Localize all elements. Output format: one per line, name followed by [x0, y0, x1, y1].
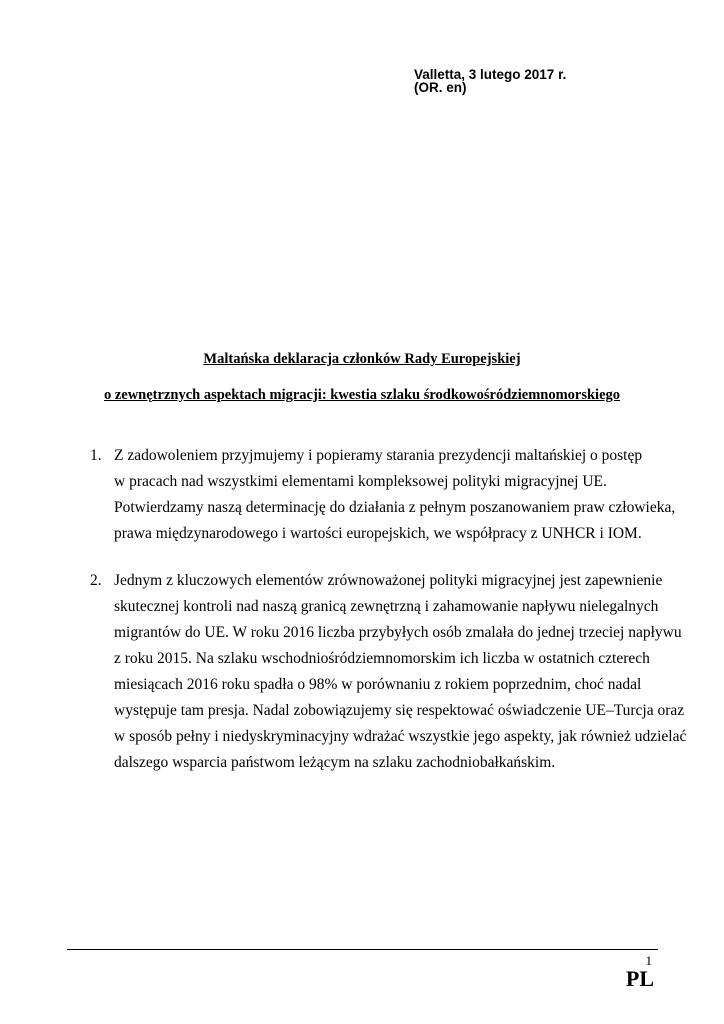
paragraph-number: 2.	[90, 572, 102, 589]
text-line: w pracach nad wszystkimi elementami kompleksowej polityki migracyjnej UE.	[114, 473, 607, 490]
footer-divider	[67, 949, 658, 950]
text-line: Z zadowoleniem przyjmujemy i popieramy starania prezydencji maltańskiej o postęp	[114, 447, 643, 464]
text-line: dalszego wsparcia państwom leżącym na szlaku zachodniobałkańskim.	[114, 754, 556, 771]
original-language: (OR. en)	[414, 80, 467, 95]
paragraph-text	[114, 443, 675, 547]
text-line: w sposób pełny i niedyskryminacyjny wdrażać wszystkie jego aspekty, jak również udzielać	[114, 728, 687, 745]
text-line: Potwierdzamy naszą determinację do działania z pełnym poszanowaniem praw człowieka,	[114, 499, 676, 516]
text-line: miesiącach 2016 roku spadła o 98% w porównaniu z rokiem poprzednim, choć nadal	[114, 676, 642, 693]
text-line: występuje tam presja. Nadal zobowiązujemy się respektować oświadczenie UE–Turcja oraz	[114, 702, 685, 719]
page-number: 1	[645, 953, 652, 968]
text-line: skutecznej kontroli nad naszą granicą zewnętrzną i zahamowanie napływu nielegalnych	[114, 598, 659, 615]
place-date: Valletta, 3 lutego 2017 r.	[414, 67, 567, 82]
paragraph-number: 1.	[90, 447, 102, 464]
title-line-1: Maltańska deklaracja członków Rady Europejskiej	[203, 351, 521, 367]
text-line: Jednym z kluczowych elementów zrównoważonej polityki migracyjnej jest zapewnienie	[114, 572, 663, 589]
document-header	[414, 68, 566, 94]
paragraph-text	[114, 568, 686, 776]
text-line: z roku 2015. Na szlaku wschodniośródziemnomorskim ich liczba w ostatnich czterech	[114, 650, 650, 667]
text-line: migrantów do UE. W roku 2016 liczba przybyłych osób zmalała do jednej trzeciej napływu	[114, 624, 682, 641]
language-code: PL	[625, 966, 654, 991]
text-line: prawa międzynarodowego i wartości europejskich, we współpracy z UNHCR i IOM.	[114, 525, 642, 542]
title-line-2: o zewnętrznych aspektach migracji: kwestia szlaku środkowośródziemnomorskiego	[103, 387, 621, 403]
